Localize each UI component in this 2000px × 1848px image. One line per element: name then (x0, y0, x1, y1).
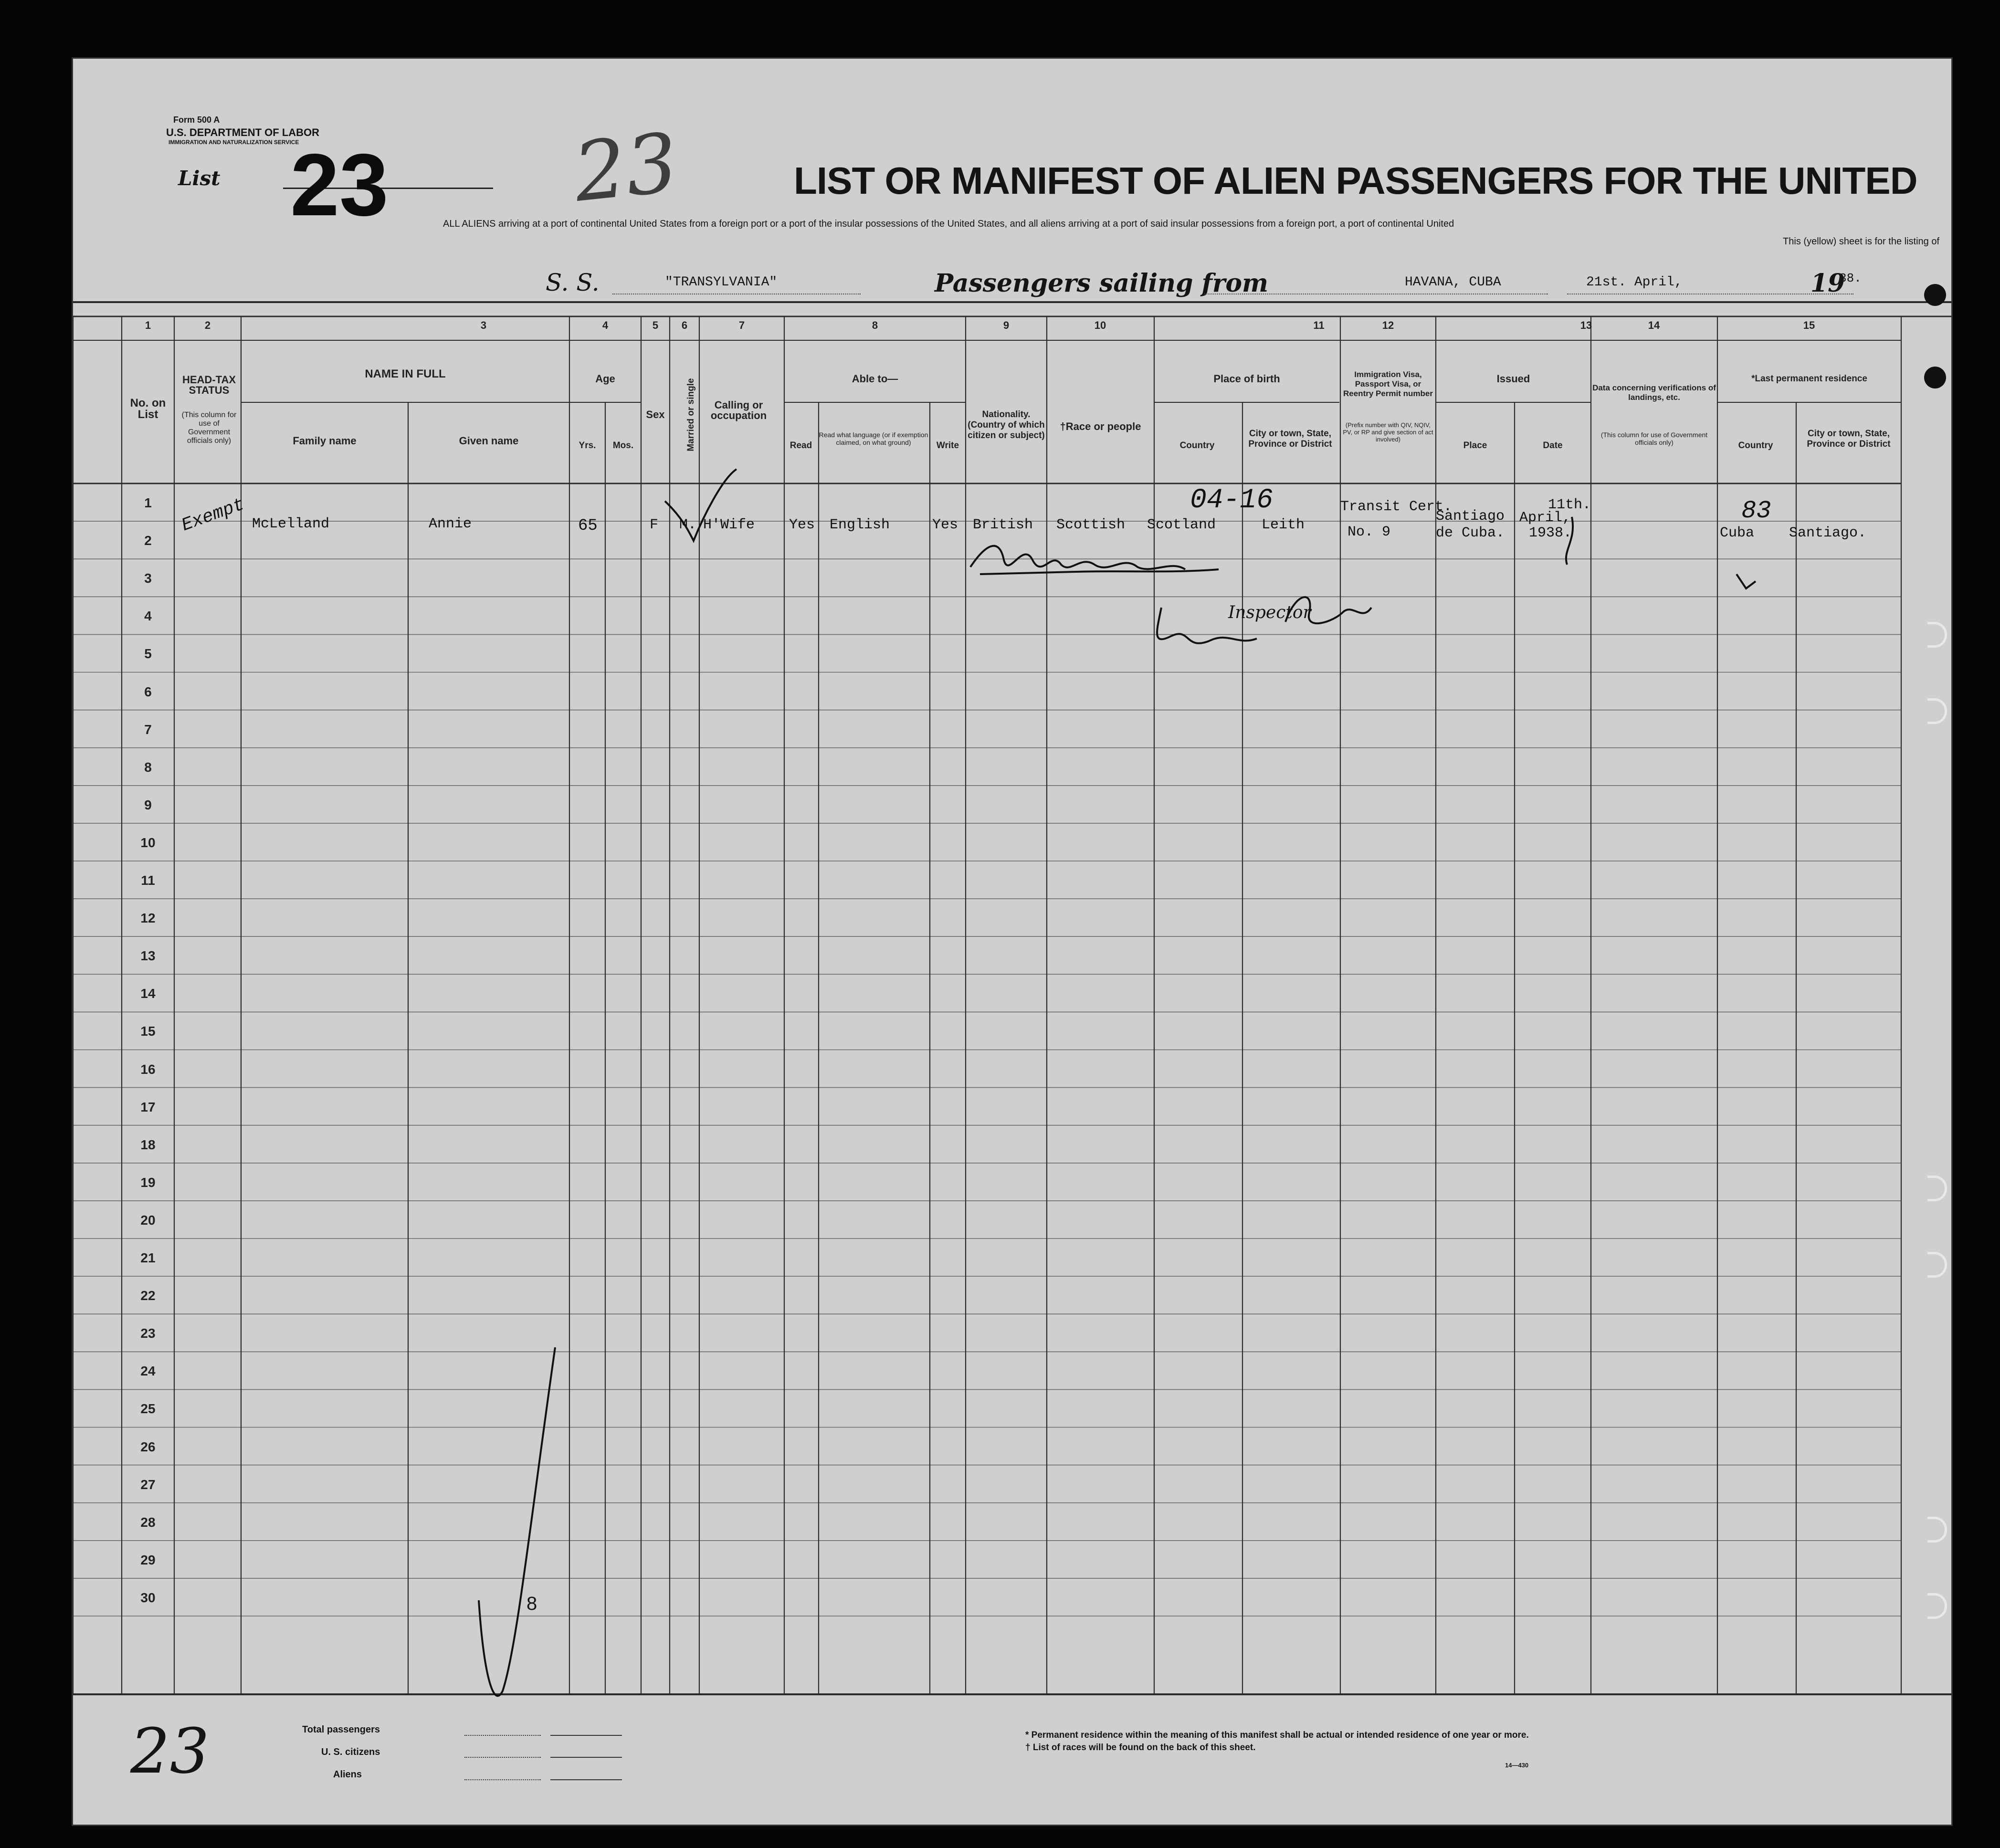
column-number: 4 (602, 319, 609, 331)
row-number: 4 (144, 609, 152, 624)
hdr-married: Married or single (686, 378, 696, 452)
birth-city: Leith (1262, 517, 1305, 533)
hdr-sex: Sex (646, 409, 665, 420)
form-id: Form 500 A (173, 115, 220, 125)
hdr-nationality: Nationality. (Country of which citizen or subject) (968, 410, 1045, 441)
list-number-pencil: 23 (569, 116, 683, 220)
list-number: 23 (290, 136, 389, 234)
sailing-date: 21st. April, (1586, 275, 1683, 290)
can-write: Yes (932, 517, 958, 533)
hdr-head-tax-note: (This column for use of Government officials only) (181, 411, 237, 445)
row-number: 15 (140, 1024, 156, 1039)
column-number: 2 (204, 319, 211, 331)
hdr-res-country: Country (1738, 441, 1773, 451)
year-suffix: 38. (1839, 271, 1862, 285)
row-number: 23 (140, 1326, 156, 1341)
hdr-name-in-full: NAME IN FULL (365, 368, 446, 380)
age-years: 65 (578, 517, 598, 535)
issued-date-1: 11th. (1548, 497, 1591, 513)
visa-line-1: Transit Cert. (1340, 499, 1453, 515)
footer-print-code: 14—430 (1505, 1762, 1529, 1769)
manifest-subtitle-1: ALL ALIENS arriving at a port of continental United States from a foreign port or a port of the insular possessions of the United States, and all aliens arriving at a port of said insular possessions from a foreign port, a port of continental United (443, 219, 1454, 229)
manifest-subtitle-2: This (yellow) sheet is for the listing of (1783, 236, 1939, 247)
column-number: 8 (872, 319, 878, 331)
column-number: 13 (1580, 319, 1592, 331)
list-label: List (178, 167, 221, 190)
row-number: 5 (144, 646, 152, 662)
column-number: 14 (1648, 319, 1660, 331)
hdr-family-name: Family name (293, 435, 357, 447)
column-number: 10 (1094, 319, 1106, 331)
bottom-count: 8 (526, 1593, 537, 1614)
row-number: 28 (140, 1514, 156, 1530)
hdr-given-name: Given name (459, 435, 519, 447)
column-number: 15 (1803, 319, 1815, 331)
column-number: 11 (1313, 319, 1325, 331)
hdr-mos: Mos. (612, 441, 634, 451)
birth-note: 04-16 (1190, 485, 1274, 516)
sex: F (650, 517, 659, 533)
row-number: 14 (140, 986, 156, 1001)
row-number: 30 (140, 1590, 156, 1605)
race: Scottish (1056, 517, 1126, 533)
language: English (830, 517, 890, 533)
footer-note-2: † List of races will be found on the back of this sheet. (1025, 1743, 1256, 1753)
hdr-residence: *Last permanent residence (1751, 374, 1867, 384)
hdr-yrs: Yrs. (579, 441, 596, 451)
column-number: 1 (145, 319, 151, 331)
row-number: 17 (140, 1099, 156, 1114)
hdr-head-tax: HEAD-TAX STATUS (182, 374, 236, 396)
hdr-data-note: (This column for use of Government officials only) (1600, 431, 1708, 446)
row-number: 11 (141, 873, 155, 888)
hdr-calling: Calling or occupation (710, 399, 767, 421)
hdr-birth-city: City or town, State, Province or District (1248, 429, 1332, 449)
row-number: 9 (144, 797, 152, 812)
column-number: 6 (681, 319, 688, 331)
punch-hole (1924, 284, 1946, 306)
hdr-res-city: City or town, State, Province or District (1807, 429, 1891, 449)
hdr-visa-note: (Prefix number with QIV, NQIV, PV, or RP and give section of act involved) (1343, 421, 1433, 443)
inspector-title: Inspector (1228, 603, 1311, 622)
row-number: 26 (140, 1439, 156, 1454)
birth-country: Scotland (1147, 517, 1216, 533)
manifest-title: LIST OR MANIFEST OF ALIEN PASSENGERS FOR THE UNITED (794, 159, 1917, 202)
hdr-able-to: Able to— (852, 373, 898, 385)
hdr-age: Age (595, 373, 615, 385)
service-name: IMMIGRATION AND NATURALIZATION SERVICE (168, 139, 299, 146)
row-number: 25 (140, 1401, 156, 1417)
nationality: British (973, 517, 1033, 533)
issued-date-3: 1938. (1529, 525, 1572, 541)
row-number: 29 (140, 1552, 156, 1567)
hdr-read: Read (789, 441, 812, 451)
row-number: 8 (144, 759, 152, 775)
column-number: 5 (652, 319, 659, 331)
footer-note-1: * Permanent residence within the meaning of this manifest shall be actual or intended residence of one year or more. (1025, 1730, 1529, 1740)
hdr-issued-date: Date (1543, 441, 1563, 451)
issued-place-1: Santiago (1436, 508, 1505, 525)
hdr-write: Write (936, 441, 959, 451)
row-number: 27 (140, 1477, 156, 1492)
visa-line-2: No. 9 (1347, 524, 1391, 540)
hdr-visa: Immigration Visa, Passport Visa, or Reentry Permit number (1343, 370, 1433, 398)
ss-label: S. S. (546, 269, 600, 296)
hdr-issued: Issued (1496, 373, 1530, 385)
residence-country: Cuba (1720, 525, 1755, 541)
head-tax-status: Exempt (179, 494, 248, 536)
row-number: 2 (144, 533, 152, 548)
column-number: 9 (1003, 319, 1010, 331)
column-number: 7 (738, 319, 745, 331)
footer-aliens: Aliens (333, 1769, 362, 1780)
punch-hole (1924, 367, 1946, 388)
year-prefix: 19 (1811, 269, 1845, 298)
hdr-place-of-birth: Place of birth (1213, 373, 1280, 385)
sailing-label: Passengers sailing from (935, 269, 1269, 298)
row-number: 1 (144, 495, 152, 510)
occupation: H'Wife (703, 517, 755, 533)
footer-us-citizens: U. S. citizens (321, 1747, 380, 1757)
hdr-birth-country: Country (1179, 441, 1215, 451)
row-number: 22 (140, 1288, 156, 1303)
hdr-data-concerning: Data concerning verifications of landings, etc. (1592, 383, 1716, 402)
row-number: 10 (140, 835, 156, 850)
column-number: 12 (1382, 319, 1394, 331)
manifest-sheet (72, 57, 1953, 1826)
column-number: 3 (480, 319, 487, 331)
row-number: 20 (140, 1212, 156, 1228)
hdr-issued-place: Place (1463, 441, 1487, 451)
residence-note: 83 (1741, 497, 1771, 525)
bottom-pencil-number: 23 (130, 1715, 210, 1787)
row-number: 3 (144, 571, 152, 586)
hdr-race: †Race or people (1060, 420, 1141, 432)
issued-date-2: April, (1519, 510, 1571, 526)
departure-port: HAVANA, CUBA (1405, 275, 1501, 290)
row-number: 18 (140, 1137, 156, 1152)
row-number: 13 (140, 948, 156, 964)
hdr-no-on-list: No. on List (130, 397, 166, 421)
department-name: U.S. DEPARTMENT OF LABOR (166, 126, 320, 138)
family-name: McLelland (252, 516, 330, 532)
row-number: 24 (140, 1364, 156, 1379)
can-read: Yes (789, 517, 815, 533)
row-number: 21 (140, 1250, 156, 1265)
footer-total-passengers: Total passengers (302, 1724, 380, 1735)
row-number: 12 (140, 911, 156, 926)
row-number: 19 (140, 1175, 156, 1190)
residence-city: Santiago. (1789, 525, 1867, 541)
marital-status: M. (679, 517, 697, 533)
given-name: Annie (429, 516, 472, 532)
row-number: 7 (144, 722, 152, 737)
issued-place-2: de Cuba. (1436, 525, 1505, 541)
hdr-read-language: Read what language (or if exemption claimed, on what ground) (819, 431, 928, 446)
row-number: 6 (144, 684, 152, 699)
row-number: 16 (140, 1061, 156, 1077)
ship-name: "TRANSYLVANIA" (665, 275, 778, 290)
